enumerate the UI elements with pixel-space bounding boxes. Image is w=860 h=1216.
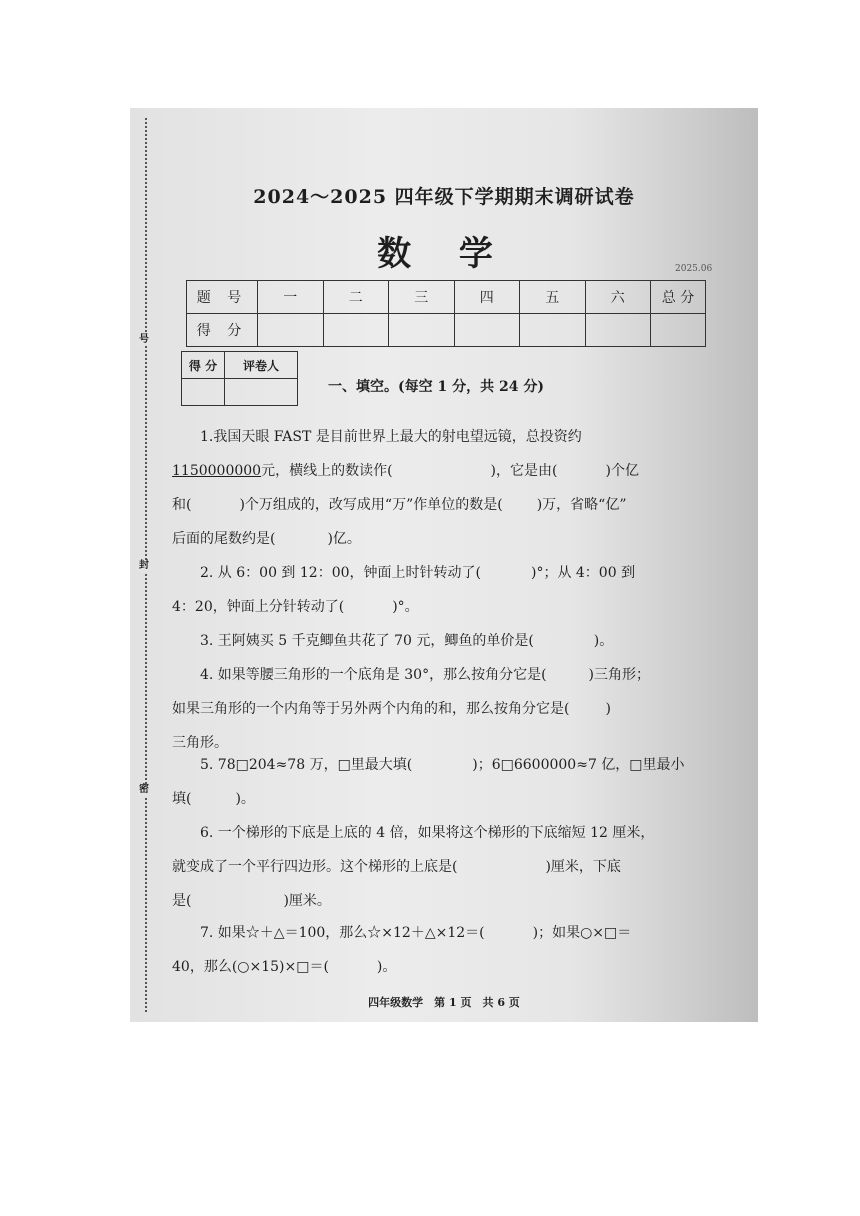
score-col-total: 总 分 bbox=[651, 281, 706, 314]
question-2: 2. 从 6：00 到 12：00，钟面上时针转动了( )°；从 4：00 到 4：20，钟面上分针转动了( )°。 bbox=[172, 565, 636, 615]
grader-name-label: 评卷人 bbox=[225, 352, 298, 379]
question-4: 4. 如果等腰三角形的一个底角是 30°，那么按角分它是( )三角形； 如果三角形的一个内角等于另外两个内角的和，那么按角分它是( ) 三角形。 bbox=[172, 667, 651, 751]
score-col-4: 四 bbox=[454, 281, 520, 314]
score-col-1: 一 bbox=[258, 281, 324, 314]
margin-label-secret: 密 bbox=[139, 784, 149, 795]
margin-label-number: 号 bbox=[139, 334, 149, 345]
grader-score-cell bbox=[182, 379, 225, 406]
grader-box bbox=[181, 351, 298, 406]
score-cell bbox=[651, 314, 706, 347]
score-table-score-label: 得 分 bbox=[187, 314, 258, 347]
score-col-6: 六 bbox=[585, 281, 651, 314]
exam-subject: 数 学 bbox=[377, 234, 511, 274]
question-7: 7. 如果☆＋△＝100，那么☆×12＋△×12＝( )；如果○×□＝ 40，那么(○×15)×□＝( )。 bbox=[172, 925, 632, 975]
score-col-2: 二 bbox=[323, 281, 389, 314]
score-table bbox=[186, 280, 706, 347]
score-col-5: 五 bbox=[520, 281, 586, 314]
exam-title: 2024～2025 四年级下学期期末调研试卷 bbox=[253, 186, 635, 208]
question-3: 3. 王阿姨买 5 千克鲫鱼共花了 70 元，鲫鱼的单价是( )。 bbox=[200, 633, 614, 649]
score-cell bbox=[323, 314, 389, 347]
margin-label-seal: 封 bbox=[139, 560, 149, 571]
score-table-question-label: 题 号 bbox=[187, 281, 258, 314]
question-5: 5. 78□204≈78 万，□里最大填( )；6□6600000≈7 亿，□里最小 填( )。 bbox=[172, 757, 685, 807]
score-cell bbox=[454, 314, 520, 347]
page-footer: 四年级数学 第 1 页 共 6 页 bbox=[368, 996, 520, 1009]
grader-name-cell bbox=[225, 379, 298, 406]
question-6: 6. 一个梯形的下底是上底的 4 倍，如果将这个梯形的下底缩短 12 厘米， 就变成了一个平行四边形。这个梯形的上底是( )厘米，下底 是( )厘米。 bbox=[172, 825, 655, 909]
score-cell bbox=[585, 314, 651, 347]
exam-date: 2025.06 bbox=[675, 264, 713, 274]
score-cell bbox=[520, 314, 586, 347]
section-1-title: 一、填空。(每空 1 分，共 24 分) bbox=[328, 379, 544, 395]
exam-photo bbox=[130, 108, 758, 1022]
underlined-number: 1150000000 bbox=[172, 463, 262, 479]
score-col-3: 三 bbox=[389, 281, 455, 314]
question-1: 1.我国天眼 FAST 是目前世界上最大的射电望远镜，总投资约 1150000000元，横线上的数读作( )，它是由( )个亿 和( )个万组成的，改写成用“万”作单位的数是( )万，省略“亿” 后面的尾数约是( )亿。 bbox=[172, 429, 639, 547]
score-cell bbox=[258, 314, 324, 347]
score-cell bbox=[389, 314, 455, 347]
grader-score-label: 得 分 bbox=[182, 352, 225, 379]
